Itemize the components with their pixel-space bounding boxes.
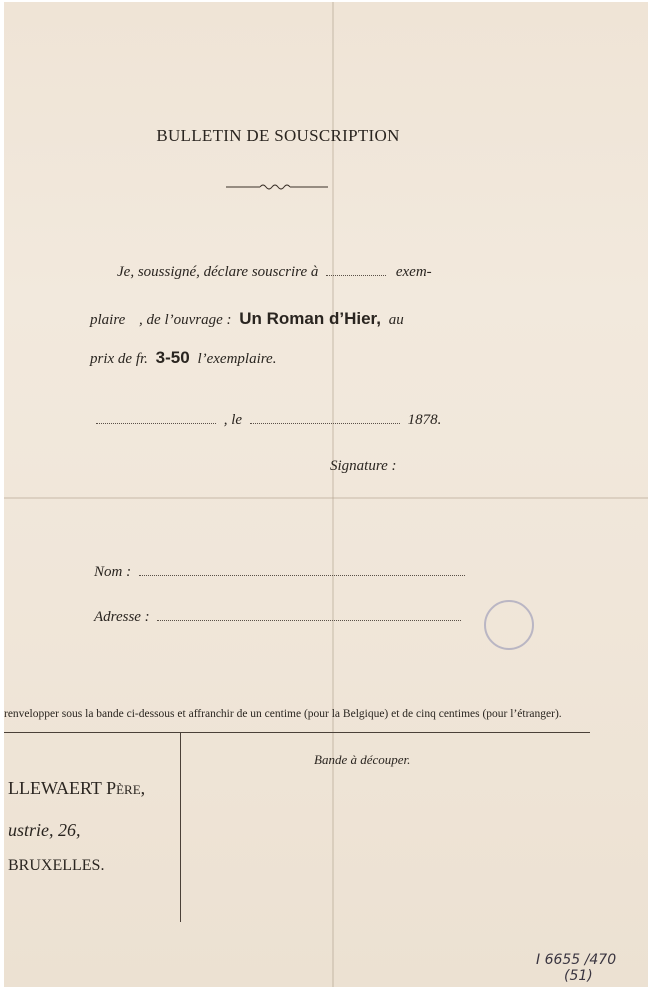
band-divider-rule xyxy=(180,732,181,922)
price-value: 3-50 xyxy=(155,348,190,367)
place-blank xyxy=(96,422,216,424)
plaire-text: plaire xyxy=(90,312,126,328)
adresse-field xyxy=(94,609,465,626)
exem-text: exem- xyxy=(395,264,432,280)
exemplaire-text: l’exemplaire. xyxy=(197,351,277,367)
book-title: Un Roman d’Hier, xyxy=(239,309,381,328)
subscription-line-2 xyxy=(90,309,404,329)
year-text: 1878. xyxy=(407,412,442,428)
shelfmark-line-2: (51) xyxy=(564,968,593,984)
address-line-street: ustrie, 26, xyxy=(8,820,81,840)
prix-text: prix de fr. xyxy=(90,351,148,367)
band-top-rule xyxy=(4,732,590,733)
au-text: au xyxy=(388,312,404,328)
signature-label: Signature : xyxy=(330,458,397,474)
copies-blank xyxy=(326,274,386,276)
address-line-city: BRUXELLES. xyxy=(8,857,105,874)
date-line xyxy=(92,412,441,429)
handwritten-shelfmark xyxy=(536,952,616,984)
shelfmark-line-1: I 6655 /470 xyxy=(536,952,617,968)
subscription-text: Je, soussigné, déclare souscrire à xyxy=(117,264,319,280)
le-text: , le xyxy=(223,412,243,428)
nom-blank xyxy=(139,574,465,576)
subscription-line-1 xyxy=(117,264,432,281)
library-stamp xyxy=(484,600,534,650)
nom-field xyxy=(94,564,469,581)
mailing-instruction: renvelopper sous la bande ci-dessous et affranchir de un centime (pour la Belgique) et de cinq centimes (pour l’étranger). xyxy=(4,708,562,720)
paper-sheet xyxy=(4,2,648,987)
bande-label: Bande à découper. xyxy=(314,752,411,767)
address-line-name: LLEWAERT Père, xyxy=(8,778,146,798)
fold-crease-vertical xyxy=(332,2,334,987)
fold-crease-horizontal xyxy=(4,497,648,499)
title-ornament-divider xyxy=(226,182,328,192)
date-blank xyxy=(250,422,400,424)
subscription-line-3 xyxy=(90,348,276,368)
ouvrage-text: , de l’ouvrage : xyxy=(139,312,232,328)
nom-label: Nom : xyxy=(94,564,132,580)
document-title: BULLETIN DE SOUSCRIPTION xyxy=(156,126,400,145)
adresse-blank xyxy=(157,619,461,621)
adresse-label: Adresse : xyxy=(94,609,150,625)
